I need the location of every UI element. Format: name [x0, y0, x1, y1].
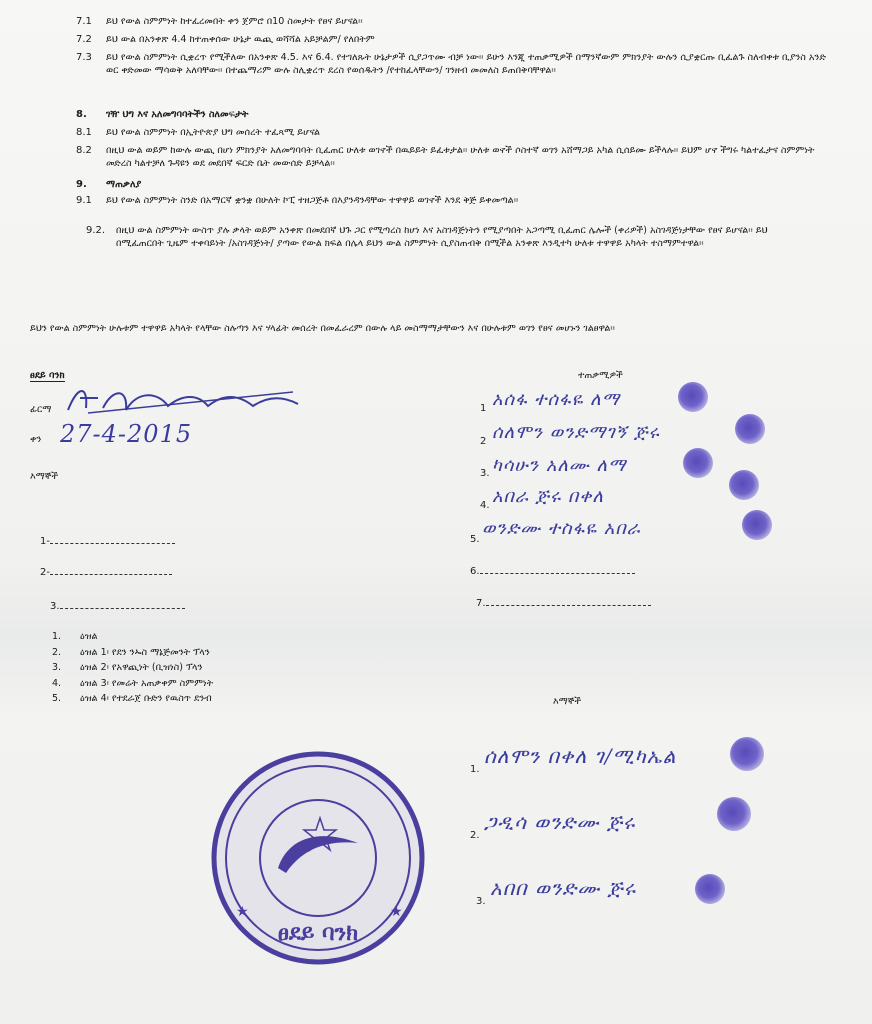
beneficiary-signature-1: 1 አሰፋ ተሰፋዬ ለማ [480, 389, 621, 414]
thumbprint-3 [683, 448, 713, 478]
beneficiary-line-6: 6. [470, 566, 635, 577]
bank-date-label: ቀን [30, 434, 42, 445]
clause-7-3: 7.3 ይህ የውል ስምምነት ሲቋረጥ የሚችለው በአንቀጽ 4.5. እና 6.4. የተገለጹት ሁኔታዎች ሲያጋጥሙ ብቻ ነው፡፡ ይሁን እንጂ ተጠቃሚዎች በማንኛውም ምክንያት ውሉን ሲያቋርጡ ቢፈልጉ ስለብቀቱ ቢያንስ አንድ ወር ቀድመው ማሳወቅ አለባቸው፡፡ በተጨማሪም ውሉ ስሊቋረጥ ደረስ የወሰዱትን /የተከፈላቸውን/ ገንዘብ መመለስ ይጠበቅባቸዋል፡፡ [76, 52, 826, 77]
bottom-thumbprint-1 [730, 737, 764, 771]
thumbprint-1 [678, 382, 708, 412]
bottom-thumbprint-2 [717, 797, 751, 831]
svg-text:★: ★ [236, 904, 249, 920]
bank-witness-line-3: 3. [50, 601, 185, 612]
bank-witness-line-2: 2- [40, 567, 172, 578]
agreement-statement: ይህን የውል ስምምነት ሁሉቱም ተዋዋይ አካላት የላቸው ስሉጣን እና ሃላፊት መሰረት በመፈራረም በውሉ ላይ መስማማታቸውን እና በሁሉቱም ወገን የፀና መሆኑን ገልፀዋል፡፡ [30, 323, 615, 334]
beneficiary-line-7: 7. [476, 598, 651, 609]
clause-8-2: 8.2 በዚህ ውል ወይም ከውሉ ውጪ በሆነ ምክንያት አለመግባባት ቢፈጠር ሁለቱ ወገኖች በዉይይት ይፈቱታል፡፡ ሁለቱ ወኖች ሶስተኛ ወገን አሸማጋይ አካል ሲሰይሙ ይችላሉ፡፡ ይህም ሆኖ ችግሩ ካልተፈታና ስምምነት መድረስ ካልተቻለ ጉዳዩን ወደ መደበኛ ፍርድ ቤት መውሰድ ይቻላል፡፡ [76, 145, 815, 170]
beneficiaries-title: ተጠቃሚዎች [578, 370, 623, 381]
bottom-witness-signature-2: 2. ጋዲሳ ወንድሙ ጅሩ [470, 810, 636, 841]
official-stamp [208, 748, 428, 968]
bottom-witness-signature-3: 3. አበበ ወንድሙ ጅሩ [476, 876, 637, 907]
bottom-witness-signature-1: 1. ሰለሞን በቀለ ገ/ሚካኤል [470, 744, 677, 775]
clause-9-2: 9.2. በዚህ ውል ስምምነት ውስጥ ያሉ ቃላት ወይም አንቀጽ በመደበኛ ህጉ ጋር የሚጣረስ ከሆነ እና አስገዳጅነትን የሚያጣበት አጋጣሚ ቢፈጠር ሌሎች (ቀሪዎች) አስገዳጅነታቸው የፀና ይሆናል፡፡ ይህ በሚፈጠርበት ጊዜም ተቀባይነት /አስገዳጅነት/ ያጣው የውል ክፍል በሌላ ይህን ውል ስምምነት ሲያስጠብቅ በሚችል አንቀጽ እንዲተካ ሁለቱ ተዋዋይ አካላት ተስማምተዋል፡፡ [86, 225, 768, 250]
document-page: 7.1 ይህ የውል ስምምነት ከተፈረመበት ቀን ጀምሮ በ10 ስመታት የፀና ይሆናል፡፡ 7.2 ይህ ውል በአንቀጽ 4.4 ከተጠቀሰው ሁኔታ ዉጪ ወሻሻል አይቻልም/ የለበትም 7.3 ይህ የውል ስምምነት ሲቋረጥ የሚችለው በአንቀጽ 4.5. እና 6.4. የተገለጹት ሁኔታዎች ሲያጋጥሙ ብቻ ነው፡፡ ይሁን እንጂ ተጠቃሚዎች በማንኛውም ምክንያት ውሉን ሲያቋርጡ ቢፈልጉ ስለብቀቱ ቢያንስ አንድ ወር ቀድመው ማሳወቅ አለባቸው፡፡ በተጨማሪም ውሉ ስሊቋረጥ ደረስ የወሰዱትን /የተከፈላቸውን/ ገንዘብ መመለስ ይጠበቅባቸዋል፡፡ 8. ገዥ ህግ እና አለመግባባትችን ስለመፍታት 8.1 ይህ የውል ስምምነት በኢትዮጵያ ህግ መሰረት ተፈጻሚ ይሆናል 8.2 በዚህ ውል ወይም ከውሉ ውጪ በሆነ ምክንያት አለመግባባት ቢፈጠር ሁለቱ ወገኖች በዉይይት ይፈቱታል፡፡ ሁለቱ ወኖች ሶስተኛ ወገን አሸማጋይ አካል ሲሰይሙ ይችላሉ፡፡ ይህም ሆኖ ችግሩ ካልተፈታና ስምምነት መድረስ ካልተቻለ ጉዳዩን ወደ መደበኛ ፍርድ ቤት መውሰድ ይቻላል፡፡ 9. ማጠቃለያ 9.1 ይህ የውል ስምምነት ስንድ በአማርኛ ቋንቋ በሁለት ኮፒ ተዘጋጅቶ በእያንዳንዳቸው ተዋዋይ ወገኖች እንደ ቅጅ ይቀመጣል፡፡ 9.2. በዚህ ውል ስምምነት ውስጥ ያሉ ቃላት ወይም አንቀጽ በመደበኛ ህጉ ጋር የሚጣረስ ከሆነ እና አስገዳጅነትን የሚያጣበት አጋጣሚ ቢፈጠር ሌሎች (ቀሪዎች) አስገዳጅነታቸው የፀና ይሆናል፡፡ ይህ በሚፈጠርበት ጊዜም ተቀባይነት /አስገዳጅነት/ ያጣው የውል ክፍል በሌላ ይህን ውል ስምምነት ሲያስጠብቅ በሚችል አንቀጽ እንዲተካ ሁለቱ ተዋዋይ አካላት ተስማምተዋል፡፡ ይህን የውል ስምምነት ሁሉቱም ተዋዋይ አካላት የላቸው ስሉጣን እና ሃላፊት መሰረት በመፈራረም በውሉ ላይ መስማማታቸውን እና በሁሉቱም ወገን የፀና መሆኑን ገልፀዋል፡፡ ፀደይ ባንክ ፊርማ ቀን 27-4-2015 እማኞች 1- 2- 3. ተጠቃሚዎች 1 አሰፋ ተሰፋዬ ለማ 2 ሰለሞን ወንድማገኝ ጅሩ 3. ካሳሁን አለሙ ለማ 4. አበራ ጅሩ በቀለ 5. ወንድሙ ተስፋዬ አበራ 6. 7. 1. ዕዝል 2. ዕዝል 1፡ የደን ንኡስ ማኔጅመንት ፕላን 3. ዕዝል 2፡ የአዋጪነት (ቢዝነስ) ፕላን 4. ዕዝል 3፡ የመሬት አጠቃቀም ስምምነት 5. ዕዝል 4፡ የተደራጀ ቡድን የዉስጥ ደንብ እማኞች 1. ሰለሞን በቀለ ገ/ሚካኤል 2. ጋዲሳ ወንድሙ ጅሩ 3. አበበ ወንድሙ ጅሩ ፀደይ ባንክ ★ ★ [0, 0, 872, 1024]
beneficiary-signature-2: 2 ሰለሞን ወንድማገኝ ጅሩ [480, 422, 660, 447]
bottom-thumbprint-3 [695, 874, 725, 904]
stamp-text: ፀደይ ባንክ [277, 921, 359, 946]
beneficiary-signature-3: 3. ካሳሁን አለሙ ለማ [480, 455, 627, 479]
thumbprint-5 [742, 510, 772, 540]
bank-name: ፀደይ ባንክ [30, 370, 65, 381]
bank-signature-label: ፊርማ [30, 404, 52, 415]
bank-witness-line-1: 1- [40, 536, 175, 547]
bank-witnesses-label: እማኞች [30, 471, 59, 482]
bottom-witnesses-title: እማኞች [553, 696, 582, 707]
bank-signature [58, 380, 308, 420]
beneficiary-signature-4: 4. አበራ ጅሩ በቀለ [480, 486, 604, 511]
thumbprint-4 [729, 470, 759, 500]
beneficiary-signature-5: 5. ወንድሙ ተስፋዬ አበራ [470, 518, 641, 545]
svg-text:★: ★ [390, 904, 403, 920]
thumbprint-2 [735, 414, 765, 444]
bank-date-value: 27-4-2015 [60, 420, 193, 448]
